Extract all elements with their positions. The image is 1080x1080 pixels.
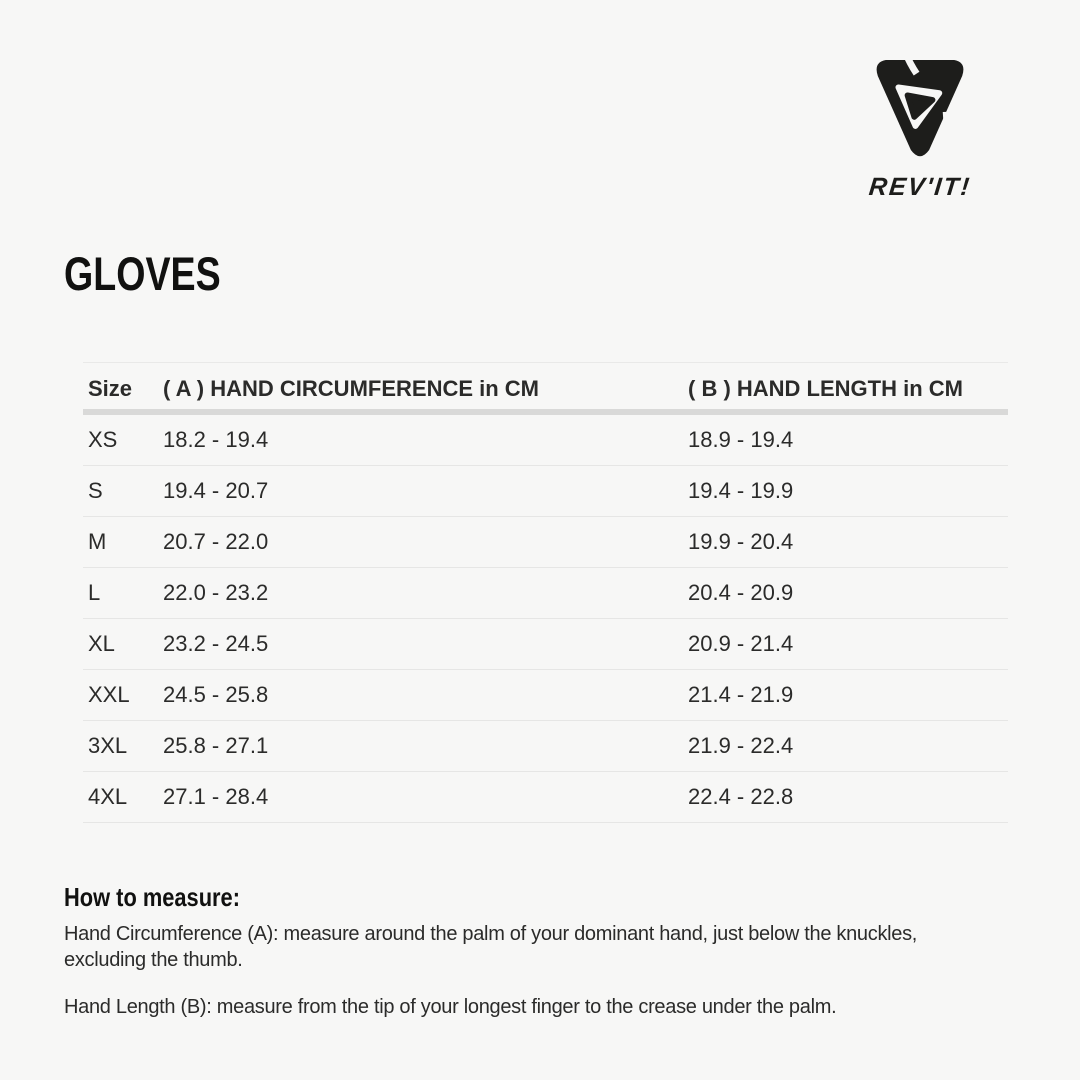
table-row	[83, 517, 1008, 568]
hand-length-cell: 21.9 - 22.4	[688, 721, 1008, 772]
size-cell: 3XL	[83, 721, 163, 772]
table-row	[83, 721, 1008, 772]
table-row	[83, 772, 1008, 823]
size-cell: M	[83, 517, 163, 568]
hand-length-cell: 20.4 - 20.9	[688, 568, 1008, 619]
size-table-wrap	[83, 362, 1008, 823]
how-to-measure-heading: How to measure:	[64, 882, 240, 912]
size-cell: 4XL	[83, 772, 163, 823]
hand-length-cell: 19.4 - 19.9	[688, 466, 1008, 517]
hand-circumference-cell: 27.1 - 28.4	[163, 772, 688, 823]
hand-circumference-cell: 18.2 - 19.4	[163, 412, 688, 466]
column-header-hand-circumference: ( A ) HAND CIRCUMFERENCE in CM	[163, 363, 688, 413]
header-row	[83, 363, 1008, 413]
size-cell: XXL	[83, 670, 163, 721]
size-cell: L	[83, 568, 163, 619]
table-row	[83, 670, 1008, 721]
hand-length-instruction: Hand Length (B): measure from the tip of your longest finger to the crease under the palm.	[64, 996, 837, 1018]
size-cell: XS	[83, 412, 163, 466]
page-title: GLOVES	[64, 247, 221, 300]
table-row	[83, 619, 1008, 670]
revit-shield-logo-icon	[863, 52, 977, 166]
hand-circumference-cell: 24.5 - 25.8	[163, 670, 688, 721]
hand-circumference-cell: 23.2 - 24.5	[163, 619, 688, 670]
column-header-size: Size	[83, 363, 163, 413]
size-cell: S	[83, 466, 163, 517]
hand-circumference-instruction: Hand Circumference (A): measure around the palm of your dominant hand, just below the knuckles, excluding the thumb.	[64, 923, 918, 971]
column-header-hand-length: ( B ) HAND LENGTH in CM	[688, 363, 1008, 413]
size-table-body	[83, 412, 1008, 823]
table-row	[83, 568, 1008, 619]
hand-length-cell: 20.9 - 21.4	[688, 619, 1008, 670]
hand-circumference-cell: 25.8 - 27.1	[163, 721, 688, 772]
hand-length-cell: 22.4 - 22.8	[688, 772, 1008, 823]
table-row	[83, 412, 1008, 466]
size-cell: XL	[83, 619, 163, 670]
brand-logo	[848, 52, 992, 202]
hand-length-cell: 18.9 - 19.4	[688, 412, 1008, 466]
table-row	[83, 466, 1008, 517]
size-table-header	[83, 363, 1008, 413]
hand-circumference-cell: 19.4 - 20.7	[163, 466, 688, 517]
how-to-measure-section	[64, 882, 944, 1020]
hand-length-cell: 21.4 - 21.9	[688, 670, 1008, 721]
brand-wordmark: REV'IT!	[867, 173, 973, 201]
hand-circumference-cell: 22.0 - 23.2	[163, 568, 688, 619]
hand-circumference-cell: 20.7 - 22.0	[163, 517, 688, 568]
hand-length-cell: 19.9 - 20.4	[688, 517, 1008, 568]
size-table	[83, 362, 1008, 823]
